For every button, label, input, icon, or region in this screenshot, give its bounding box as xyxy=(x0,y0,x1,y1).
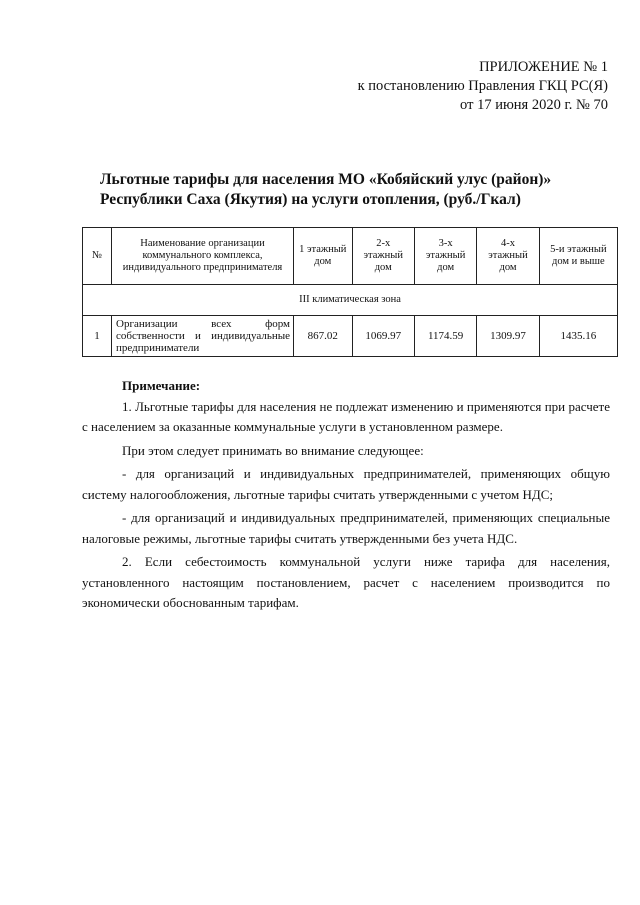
header-2-floor: 2-х этажный дом xyxy=(352,228,414,285)
appendix-reference: к постановлению Правления ГКЦ РС(Я) xyxy=(357,78,608,94)
notes-section xyxy=(82,376,610,617)
appendix-number: ПРИЛОЖЕНИЕ № 1 xyxy=(479,59,608,75)
appendix-date: от 17 июня 2020 г. № 70 xyxy=(460,97,608,113)
header-num: № xyxy=(83,228,112,285)
document-title xyxy=(100,170,600,210)
title-line-2: Республики Саха (Якутия) на услуги отопления, (руб./Гкал) xyxy=(100,191,521,208)
title-line-1: Льготные тарифы для населения МО «Кобяйский улус (район)» xyxy=(100,171,552,188)
climate-zone-label: III климатическая зона xyxy=(83,285,618,316)
note-paragraph-1: 1. Льготные тарифы для населения не подлежат изменению и применяются при расчете с населением за оказанные коммунальные услуги в установленном размере. xyxy=(82,398,610,434)
row-num: 1 xyxy=(83,316,112,357)
table-row xyxy=(83,316,618,357)
note-paragraph-5: 2. Если себестоимость коммунальной услуги ниже тарифа для населения, установленного настоящим постановлением, расчет с населением производится по экономически обоснованным тарифам. xyxy=(82,554,610,610)
appendix-header xyxy=(358,58,608,115)
note-paragraph-3: - для организаций и индивидуальных предпринимателей, применяющих общую систему налогообложения, льготные тарифы считать утвержденными с учетом НДС; xyxy=(82,466,610,502)
header-3-floor: 3-х этажный дом xyxy=(414,228,476,285)
header-1-floor: 1 этажный дом xyxy=(294,228,353,285)
note-paragraph-4: - для организаций и индивидуальных предпринимателей, применяющих специальные налоговые режимы, льготные тарифы считать утвержденными без учета НДС. xyxy=(82,510,610,546)
tariff-table xyxy=(82,227,618,357)
row-value-1: 867.02 xyxy=(294,316,353,357)
row-value-2: 1069.97 xyxy=(352,316,414,357)
notes-heading: Примечание: xyxy=(122,378,201,393)
note-paragraph-2: При этом следует принимать во внимание следующее: xyxy=(122,442,424,458)
header-4-floor: 4-х этажный дом xyxy=(477,228,539,285)
table-header-row xyxy=(83,228,618,285)
row-organization: Организации всех форм собственности и индивидуальные предприниматели xyxy=(112,316,294,357)
row-value-4: 1309.97 xyxy=(477,316,539,357)
row-value-5: 1435.16 xyxy=(539,316,617,357)
climate-zone-row xyxy=(83,285,618,316)
header-5-floor: 5-и этажный дом и выше xyxy=(539,228,617,285)
header-name: Наименование организации коммунального комплекса, индивидуального предпринимателя xyxy=(112,228,294,285)
row-value-3: 1174.59 xyxy=(414,316,476,357)
